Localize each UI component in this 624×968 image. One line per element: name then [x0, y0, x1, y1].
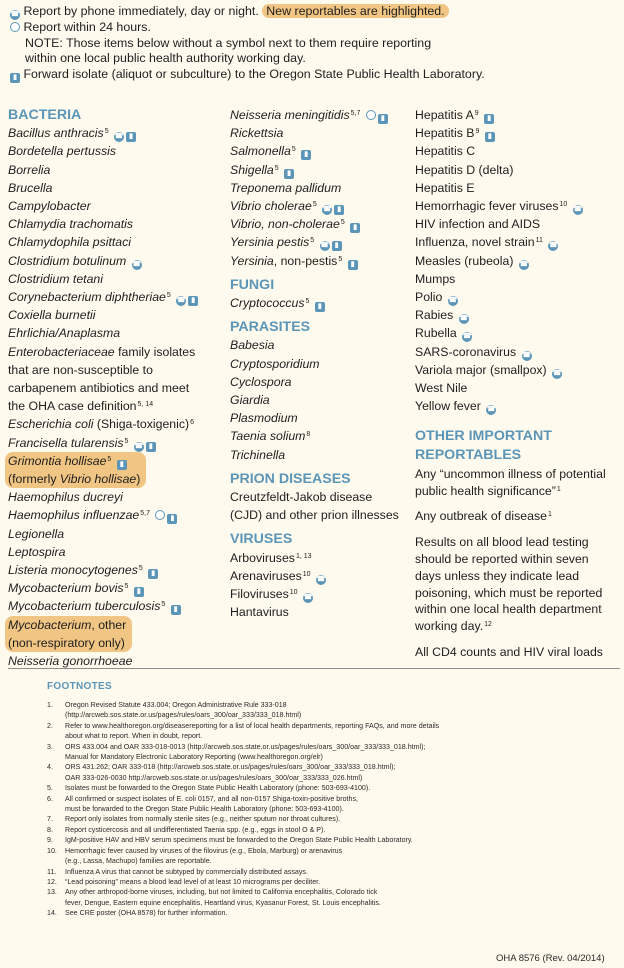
footnote: 14. See CRE poster (OHA 8578) for further information.	[47, 909, 228, 918]
phone-icon: ☎	[519, 260, 529, 268]
legend-phone-row	[8, 4, 618, 20]
parasites-heading: PARASITES	[230, 319, 311, 336]
lab-tube-icon: ▮	[126, 132, 136, 142]
list-item: Borrelia	[8, 162, 51, 177]
footnote: 12. “Lead poisoning” means a blood lead level of at least 10 micrograms per deciliter.	[47, 877, 321, 886]
list-item: SARS-coronavirus ☎	[415, 344, 531, 359]
outbreak: Any outbreak of disease$^1$	[415, 509, 552, 524]
legend-highlight-note: New reportables are highlighted.	[262, 4, 448, 18]
lab-tube-icon: ▮	[188, 296, 198, 306]
phone-icon: ☎	[486, 406, 496, 414]
list-item: Neisseria meningitidis$^{5,7}$ ▮	[230, 106, 412, 124]
lab-tube-icon: ▮	[301, 150, 311, 160]
lab-tube-icon: ▮	[148, 569, 158, 579]
list-item: Measles (rubeola) ☎	[415, 253, 529, 268]
phone-icon: ☎	[552, 369, 562, 377]
list-item: Cyclospora	[230, 374, 292, 389]
footnote: 7. Report only isolates from normally sterile sites (e.g., neither sputum nor throat cultures).	[47, 815, 341, 824]
list-item-entero-l3: carbapenem antibiotics and meet	[8, 381, 190, 396]
phone-icon: ☎	[522, 351, 531, 359]
list-item: Vibrio, non-cholerae$^5$ ▮	[230, 215, 412, 233]
list-item: Hepatitis E	[415, 180, 475, 195]
new-reportable-grimontia: Grimontia hollisae$^5$ ▮ (formerly Vibrio hollisae)	[5, 452, 146, 488]
legend	[8, 4, 618, 83]
list-item: Cryptosporidium	[230, 356, 320, 371]
list-item: Babesia	[230, 338, 275, 353]
legend-forward-row	[8, 67, 618, 83]
phone-icon: ☎	[548, 242, 558, 250]
legend-phone-text: Report by phone immediately, day or night.	[23, 4, 259, 18]
list-item-entero: Enterobacteriaceae family isolates	[8, 344, 196, 359]
list-item-entero-l2: that are non-susceptible to	[8, 362, 153, 377]
footnote: 1. Oregon Revised Statute 433.004; Oregon Administrative Rule 333-018 (http://arcweb.sos.state.or.us/pages/rules/oars_300/oar_333/333_018.html)	[47, 701, 302, 720]
list-item: Rabies ☎	[415, 308, 469, 323]
phone-icon: ☎	[134, 442, 144, 450]
legend-24h-text: Report within 24 hours.	[23, 20, 151, 34]
phone-icon: ☎	[462, 333, 472, 341]
list-item: (CJD) and other prion illnesses	[230, 508, 399, 523]
list-item: Clostridium tetani	[8, 271, 103, 286]
list-item: Variola major (smallpox) ☎	[415, 362, 562, 377]
footnote: 13. Any other arthropod-borne viruses, including, but not limited to California encephalitis, Colorado tick fever, Dengue, Eastern equine encephalitis, Heartland virus, Kyasanur Forest, St. Louis encephalitis.	[47, 888, 381, 907]
footnotes-list	[47, 700, 607, 919]
list-item: Bacillus anthracis$^5$ ☎ ▮	[8, 124, 230, 142]
list-item: Chlamydophila psittaci	[8, 235, 132, 250]
phone-icon: ☎	[10, 11, 20, 18]
list-item: Cryptococcus$^5$ ▮	[230, 294, 412, 312]
list-item: Arenaviruses$^{10}$ ☎	[230, 568, 326, 583]
lab-tube-icon: ▮	[146, 442, 156, 452]
form-id: OHA 8576 (Rev. 04/2014)	[496, 953, 605, 964]
list-item: Taenia solium$^8$	[230, 429, 311, 444]
list-item: Hantavirus	[230, 605, 289, 620]
list-item: Haemophilus ducreyi	[8, 490, 123, 505]
uncommon-illness: Any “uncommon illness of potential public health significance”$^1$	[415, 466, 606, 498]
list-item: Yersinia pestis$^5$ ☎ ▮	[230, 233, 412, 251]
lab-tube-icon: ▮	[484, 114, 494, 124]
legend-24h-row	[8, 20, 618, 36]
lab-tube-icon: ▮	[485, 132, 495, 142]
list-item: Hepatitis C	[415, 144, 476, 159]
phone-icon: ☎	[303, 594, 313, 602]
footnote: 4. ORS 431.262; OAR 333-018 (http://arcweb.sos.state.or.us/pages/rules/oars_300/oar_333/333_018.html); OAR 333-026-0030 http://arcweb.sos.state.or.us/pages/rules/oars_300/oar_333/333_026.html)	[47, 763, 396, 782]
cd4-counts: All CD4 counts and HIV viral loads	[415, 645, 603, 660]
lab-tube-icon: ▮	[167, 514, 177, 524]
list-item: Vibrio cholerae$^5$ ☎ ▮	[230, 197, 412, 215]
list-item: Coxiella burnetii	[8, 308, 96, 323]
fungi-heading: FUNGI	[230, 276, 275, 293]
lab-tube-icon: ▮	[315, 302, 325, 312]
list-item: Rubella ☎	[415, 326, 472, 341]
list-item: Hepatitis D (delta)	[415, 162, 514, 177]
list-item: Shigella$^5$ ▮	[230, 161, 412, 179]
list-item: Haemophilus influenzae$^{5,7}$ ▮	[8, 506, 230, 524]
list-item: Bordetella pertussis	[8, 144, 116, 159]
list-item: Polio ☎	[415, 290, 458, 305]
footnote: 3. ORS 433.004 and OAR 333-018-0013 (http://arcweb.sos.state.or.us/pages/rules/oars_300/oar_333/333_018.html); Manual for Mandatory Electronic Laboratory Reporting (www.healthoregon.org/elr)	[47, 742, 426, 762]
list-item: Yersinia, non-pestis$^5$ ▮	[230, 252, 412, 270]
column-3	[415, 106, 620, 661]
lab-tube-icon: ▮	[171, 605, 181, 615]
footnote: 11. Influenza A virus that cannot be subtyped by commercially distributed assays.	[47, 867, 308, 876]
list-item: Plasmodium	[230, 411, 298, 426]
list-item: Giardia	[230, 393, 270, 408]
phone-icon: ☎	[176, 297, 186, 305]
other-reportables-heading: OTHER IMPORTANT REPORTABLES	[415, 428, 552, 463]
lab-tube-icon: ▮	[350, 223, 360, 233]
phone-icon: ☎	[320, 242, 329, 250]
divider	[8, 668, 620, 669]
list-item: Arboviruses$^{1, 13}$	[230, 550, 312, 565]
clock-icon	[366, 110, 376, 120]
list-item: Neisseria gonorrhoeae	[8, 654, 133, 669]
footnote: 9. IgM-positive HAV and HBV serum specimens must be forwarded to the Oregon State Public Health Laboratory.	[47, 836, 413, 845]
legend-note-line1: NOTE: Those items below without a symbol next to them require reporting	[25, 35, 432, 50]
list-item: HIV infection and AIDS	[415, 217, 541, 232]
bacteria-heading: BACTERIA	[8, 107, 82, 123]
list-item: Campylobacter	[8, 199, 91, 214]
list-item: Influenza, novel strain$^{11}$ ☎	[415, 235, 558, 250]
footnote: 5. Isolates must be forwarded to the Oregon State Public Health Laboratory (phone: 503-693-4100).	[47, 784, 371, 793]
list-item: Creutzfeldt-Jakob disease	[230, 490, 373, 505]
footnote: 2. Refer to www.healthoregon.org/diseasereporting for a list of local health departments, reporting FAQs, and more details about what to report. When in doubt, report.	[47, 721, 440, 741]
list-item: Treponema pallidum	[230, 180, 342, 195]
list-item: Legionella	[8, 526, 65, 541]
column-2	[230, 106, 412, 621]
list-item: Salmonella$^5$ ▮	[230, 142, 412, 160]
list-item: Yellow fever ☎	[415, 399, 496, 414]
lab-tube-icon: ▮	[378, 114, 388, 124]
phone-icon: ☎	[459, 315, 469, 323]
lab-tube-icon: ▮	[10, 73, 20, 83]
list-item: Clostridium botulinum ☎	[8, 253, 142, 268]
lab-tube-icon: ▮	[117, 460, 127, 470]
list-item: Hepatitis $B^9$ ▮	[415, 124, 620, 142]
list-item: Listeria monocytogenes$^5$ ▮	[8, 561, 230, 579]
lab-tube-icon: ▮	[348, 260, 358, 270]
list-item: Hemorrhagic fever viruses$^{10}$ ☎	[415, 199, 583, 214]
viruses-heading: VIRUSES	[230, 531, 293, 548]
list-item-entero-l4: the OHA case definition$^{5, 14}$	[8, 399, 154, 414]
footnote: 6. All confirmed or suspect isolates of E. coli 0157, and all non-0157 Shiga-toxin-positive broths, must be forwarded to the Oregon State Public Health Laboratory (phone: 503-693-4100).	[47, 794, 358, 814]
list-item: Ehrlichia/Anaplasma	[8, 326, 121, 341]
list-item: Mumps	[415, 271, 456, 286]
legend-forward-text: Forward isolate (aliquot or subculture) to the Oregon State Public Health Laboratory.	[23, 66, 485, 81]
list-item: Corynebacterium diphtheriae$^5$ ☎ ▮	[8, 288, 230, 306]
lab-tube-icon: ▮	[134, 587, 144, 597]
prion-heading: PRION DISEASES	[230, 470, 351, 487]
list-item: Leptospira	[8, 544, 66, 559]
phone-icon: ☎	[316, 575, 326, 583]
list-item: Hepatitis $A^9$ ▮	[415, 106, 620, 124]
footnote: 8. Report cysticercosis and all undifferentiated Taenia spp. (e.g., eggs in stool O & P).	[47, 825, 326, 834]
clock-icon	[10, 22, 20, 32]
list-item: West Nile	[415, 381, 468, 396]
footnotes-heading: FOOTNOTES	[47, 681, 112, 692]
list-item: Brucella	[8, 180, 53, 195]
footnote: 10. Hemorrhagic fever caused by viruses of the filovirus (e.g., Ebola, Marburg) or arenavirus (e.g., Lassa, Machupo) families are reportable.	[47, 846, 343, 866]
lab-tube-icon: ▮	[334, 205, 344, 215]
lab-tube-icon: ▮	[332, 241, 342, 251]
list-item: Filoviruses$^{10}$ ☎	[230, 587, 313, 602]
legend-note-line2: within one local public health authority working day.	[25, 51, 306, 66]
phone-icon: ☎	[573, 206, 583, 214]
list-item: Mycobacterium tuberculosis$^5$ ▮	[8, 597, 230, 615]
phone-icon: ☎	[114, 133, 124, 141]
list-item: Rickettsia	[230, 126, 284, 141]
list-item: Mycobacterium bovis$^5$ ▮	[8, 579, 230, 597]
list-item: Chlamydia trachomatis	[8, 217, 134, 232]
new-reportable-mycobacterium: Mycobacterium, other (non-respiratory only)	[5, 616, 132, 652]
clock-icon	[155, 510, 165, 520]
list-item: Trichinella	[230, 447, 286, 462]
blood-lead: Results on all blood lead testing should be reported within seven days unless they indicate lead poisoning, which must be reported within one local health department working day.$^{12}$	[415, 535, 603, 634]
list-item: Francisella tularensis$^5$ ☎ ▮	[8, 434, 230, 452]
phone-icon: ☎	[132, 260, 142, 268]
column-1	[8, 106, 230, 670]
lab-tube-icon: ▮	[284, 169, 294, 179]
list-item: Escherichia coli (Shiga-toxigenic)$^6$	[8, 417, 195, 432]
phone-icon: ☎	[448, 297, 458, 305]
phone-icon: ☎	[322, 206, 332, 214]
